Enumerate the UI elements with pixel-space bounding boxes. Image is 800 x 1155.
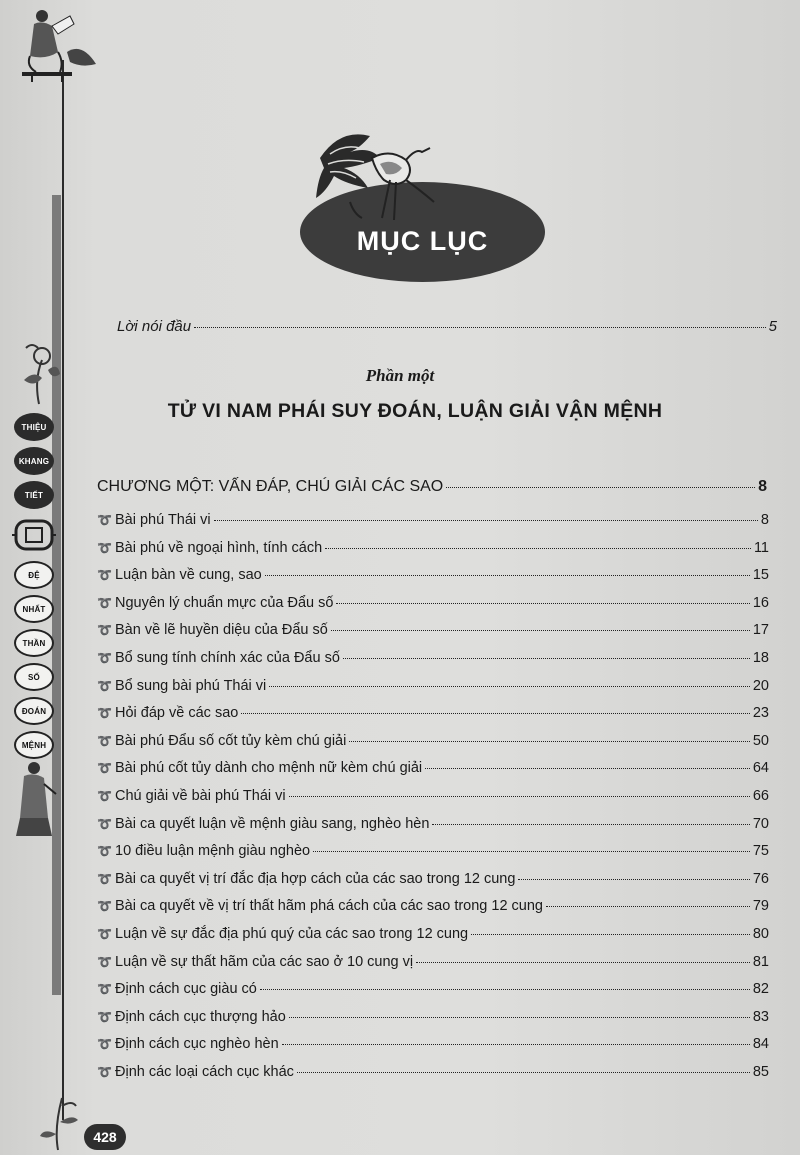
toc-entry-row[interactable] (97, 678, 769, 694)
toc-entry-row[interactable] (97, 816, 769, 832)
toc-entry-label: Định các loại cách cục khác (115, 1064, 294, 1080)
toc-entry-label: Bài phú Thái vi (115, 512, 211, 528)
swirl-bullet-icon: ➰ (97, 844, 112, 859)
scholar-illustration-middle (8, 758, 60, 840)
side-tab: MỆNH (14, 731, 54, 759)
dot-leader (518, 879, 749, 880)
dot-leader (241, 713, 750, 714)
toc-entry-page: 8 (758, 478, 767, 495)
side-tab: SỐ (14, 663, 54, 691)
swirl-bullet-icon: ➰ (97, 733, 112, 748)
toc-entry-row[interactable] (97, 926, 769, 942)
toc-entry-label: Bài phú về ngoại hình, tính cách (115, 539, 323, 556)
toc-entry-label: Bài ca quyết về vị trí thất hãm phá cách của các sao trong 12 cung (115, 898, 543, 915)
side-tab: THẦN (14, 629, 54, 657)
toc-entry-label: Định cách cục giàu có (115, 981, 257, 998)
toc-entry-label: Bài phú cốt tủy dành cho mệnh nữ kèm chú giải (115, 760, 423, 777)
swirl-bullet-icon: ➰ (97, 816, 112, 831)
dot-leader (289, 796, 750, 797)
bamboo-ornament-icon (36, 1092, 82, 1152)
book-title-side-tabs (10, 413, 58, 765)
dot-leader (432, 824, 749, 825)
swirl-bullet-icon: ➰ (97, 1009, 112, 1024)
side-tab: THIỆU (14, 413, 54, 441)
toc-entry-page: 64 (752, 760, 769, 777)
dot-leader (446, 487, 755, 488)
toc-entry-label: Bổ sung bài phú Thái vi (115, 677, 267, 694)
dot-leader (425, 768, 750, 769)
toc-entry-page: 23 (752, 705, 769, 722)
page-title: MỤC LỤC (356, 225, 489, 256)
swirl-bullet-icon: ➰ (97, 568, 112, 583)
toc-entry-label: 10 điều luận mệnh giàu nghèo (115, 843, 311, 860)
toc-entry-page: 84 (752, 1036, 769, 1053)
toc-entry-page: 18 (752, 650, 769, 666)
toc-entry-row[interactable] (97, 540, 769, 556)
toc-entry-label: Nguyên lý chuẩn mực của Đẩu số (115, 594, 334, 611)
toc-entry-row[interactable] (97, 1036, 769, 1052)
dot-leader (343, 658, 750, 659)
swirl-bullet-icon: ➰ (97, 1065, 112, 1079)
toc-entry-row[interactable] (97, 705, 769, 721)
toc-entry-label: Định cách cục thượng hảo (115, 1008, 286, 1025)
swirl-bullet-icon: ➰ (97, 789, 112, 803)
chapter-title: CHƯƠNG MỘT: VẤN ĐÁP, CHÚ GIẢI CÁC SAO (97, 478, 444, 495)
dot-leader (194, 327, 766, 328)
page-number: 428 (84, 1124, 126, 1150)
toc-entry-label: Bài phú Đẩu số cốt tủy kèm chú giải (115, 732, 347, 749)
toc-entry-page: 5 (768, 318, 777, 335)
toc-entry-page: 8 (760, 512, 769, 528)
toc-chapter-row[interactable] (97, 478, 767, 496)
swirl-bullet-icon: ➰ (97, 513, 112, 527)
toc-entry-label: Luận bàn về cung, sao (115, 567, 262, 584)
swirl-bullet-icon: ➰ (97, 927, 112, 941)
swirl-bullet-icon: ➰ (97, 871, 112, 886)
scholar-illustration-top (12, 2, 104, 82)
toc-entry-page: 75 (752, 843, 769, 860)
toc-entry-page: 76 (752, 870, 769, 887)
toc-entry-page: 70 (752, 815, 769, 832)
toc-entry-label: Luận về sự đắc địa phú quý của các sao trong 12 cung (115, 926, 469, 942)
toc-entry-label: Chú giải về bài phú Thái vi (115, 788, 286, 804)
toc-entry-row[interactable] (97, 788, 769, 804)
dot-leader (214, 520, 758, 521)
side-tab: NHẤT (14, 595, 54, 623)
toc-entry-page: 85 (752, 1064, 769, 1080)
toc-entry-row[interactable] (97, 843, 769, 859)
swirl-bullet-icon: ➰ (97, 706, 112, 721)
side-tab: ĐOÁN (14, 697, 54, 725)
dot-leader (546, 906, 750, 907)
toc-preface-row[interactable] (117, 318, 777, 335)
swirl-bullet-icon: ➰ (97, 1037, 112, 1052)
toc-entry-row[interactable] (97, 981, 769, 997)
toc-entry-row[interactable] (97, 1064, 769, 1080)
dot-leader (289, 1017, 750, 1018)
toc-entry-row[interactable] (97, 622, 769, 638)
toc-entry-row[interactable] (97, 898, 769, 914)
toc-entry-row[interactable] (97, 595, 769, 611)
swirl-bullet-icon: ➰ (97, 678, 112, 693)
dot-leader (265, 575, 750, 576)
toc-entry-label: Hỏi đáp về các sao (115, 705, 239, 722)
toc-entry-page: 15 (752, 567, 769, 584)
toc-entry-row[interactable] (97, 733, 769, 749)
dot-leader (349, 741, 750, 742)
toc-entry-page: 81 (752, 953, 769, 970)
toc-entry-label: Bài ca quyết vị trí đắc địa hợp cách của các sao trong 12 cung (115, 870, 516, 887)
dot-leader (471, 934, 750, 935)
toc-entry-row[interactable] (97, 567, 769, 583)
toc-entry-page: 66 (752, 788, 769, 804)
toc-entry-row[interactable] (97, 954, 769, 970)
toc-entry-page: 17 (752, 622, 769, 639)
toc-entry-page: 20 (752, 677, 769, 694)
swirl-bullet-icon: ➰ (97, 761, 112, 776)
toc-entry-page: 80 (752, 926, 769, 942)
toc-entry-row[interactable] (97, 650, 769, 666)
swirl-bullet-icon: ➰ (97, 623, 112, 638)
dot-leader (325, 548, 751, 549)
dot-leader (416, 962, 750, 963)
toc-entry-page: 11 (753, 539, 769, 556)
toc-entry-page: 82 (752, 981, 769, 998)
toc-entry-page: 50 (752, 732, 769, 749)
dot-leader (331, 630, 750, 631)
toc-entry-label: Luận về sự thất hãm của các sao ở 10 cung vị (115, 953, 414, 970)
dot-leader (260, 989, 750, 990)
swirl-bullet-icon: ➰ (97, 595, 112, 610)
toc-entry-row[interactable] (97, 1009, 769, 1025)
toc-entry-label: Định cách cục nghèo hèn (115, 1036, 279, 1053)
side-tab: KHANG (14, 447, 54, 475)
swirl-bullet-icon: ➰ (97, 954, 112, 969)
toc-entry-label: Bài ca quyết luận về mệnh giàu sang, nghèo hèn (115, 815, 430, 832)
toc-entry-label: Bổ sung tính chính xác của Đẩu số (115, 650, 340, 666)
side-tab: TIẾT (14, 481, 54, 509)
swirl-bullet-icon: ➰ (97, 982, 112, 997)
toc-entry-page: 83 (752, 1008, 769, 1025)
swirl-bullet-icon: ➰ (97, 540, 112, 555)
dot-leader (297, 1072, 750, 1073)
lattice-ornament-icon (10, 515, 58, 555)
dot-leader (313, 851, 750, 852)
part-title: TỬ VI NAM PHÁI SUY ĐOÁN, LUẬN GIẢI VẬN MỆNH (167, 400, 663, 422)
toc-entry-row[interactable] (97, 512, 769, 528)
toc-entry-page: 16 (752, 594, 769, 611)
toc-entry-row[interactable] (97, 760, 769, 776)
toc-entry-label: Lời nói đầu (117, 318, 192, 335)
dot-leader (336, 603, 749, 604)
swirl-bullet-icon: ➰ (97, 899, 112, 914)
toc-entry-page: 79 (752, 898, 769, 915)
dot-leader (269, 686, 750, 687)
toc-entry-row[interactable] (97, 871, 769, 887)
toc-entry-label: Bàn về lẽ huyền diệu của Đẩu số (115, 622, 328, 639)
margin-rule (62, 60, 64, 1120)
dot-leader (282, 1044, 750, 1045)
part-label: Phần một (365, 366, 435, 385)
side-tab: ĐỆ (14, 561, 54, 589)
swirl-bullet-icon: ➰ (97, 651, 112, 665)
